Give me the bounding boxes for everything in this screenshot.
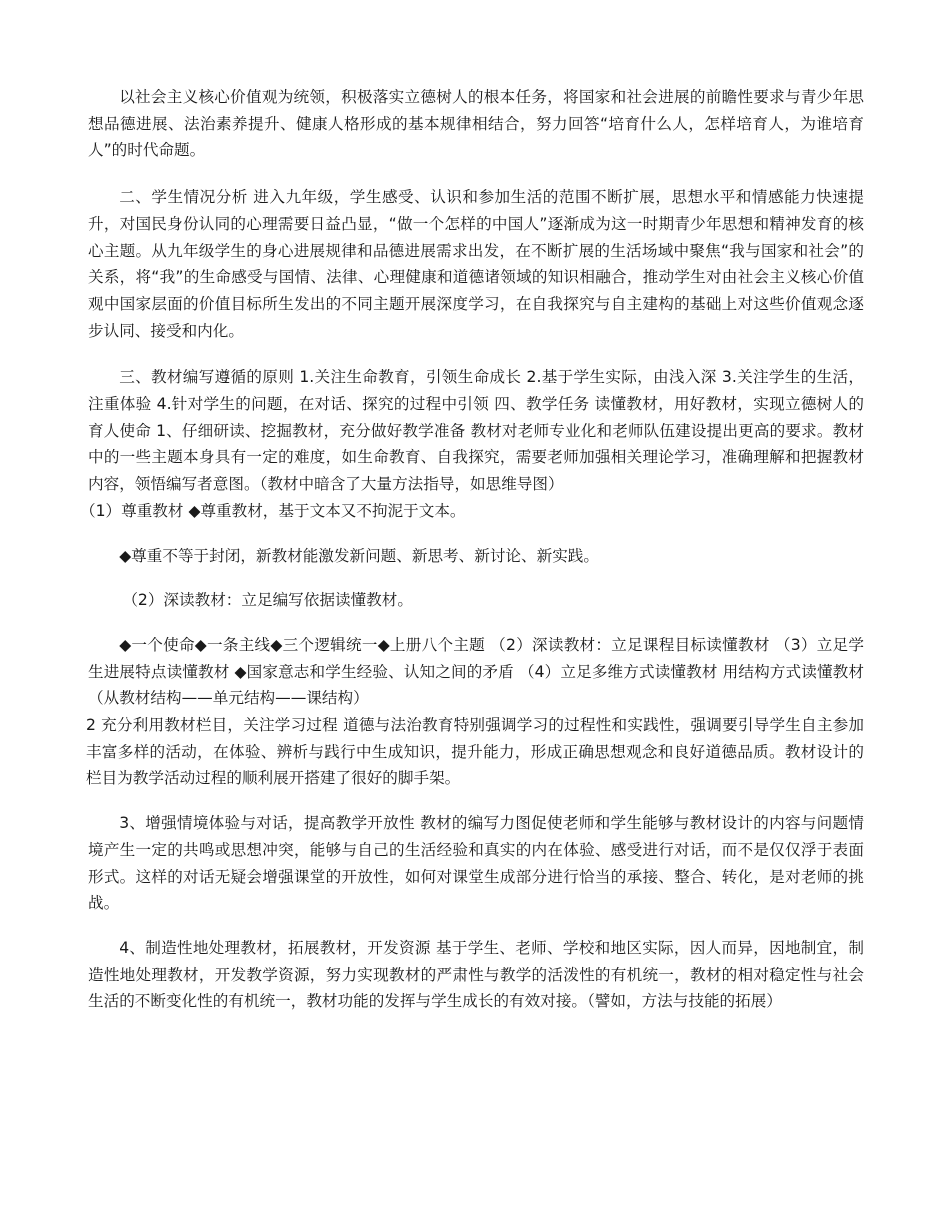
paragraph-principles: 三、教材编写遵循的原则 1.关注生命教育，引领生命成长 2.基于学生实际，由浅入深 3.关注学生的生活，注重体验 4.针对学生的问题，在对话、探究的过程中引领 四、教学任务 读懂教材，用好教材，实现立德树人的育人使命 1、仔细研读、挖掘教材，充分做好教学准备 教材对老师专业化和老师队伍建设提出更高的要求。教材中的一些主题本身具有一定的难度，如生命教育、自我探究，需要老师加强相关理论学习，准确理解和把握教材内容，领悟编写者意图。（教材中暗含了大量方法指导，如思维导图） <box>88 368 864 494</box>
paragraph-intro: 以社会主义核心价值观为统领，积极落实立德树人的根本任务，将国家和社会进展的前瞻性要求与青少年思想品德进展、法治素养提升、健康人格形成的基本规律相结合，努力回答“培育什么人，怎样培育人，为谁培育人”的时代命题。 <box>88 88 864 160</box>
paragraph-respect-not-closed: ◆尊重不等于封闭，新教材能激发新问题、新思考、新讨论、新实践。 <box>119 546 599 565</box>
paragraph-student-analysis: 二、学生情况分析 进入九年级，学生感受、认识和参加生活的范围不断扩展，思想水平和情感能力快速提升，对国民身份认同的心理需要日益凸显，“做一个怎样的中国人”逐渐成为这一时期青少年思想和精神发育的核心主题。从九年级学生的身心进展规律和品德进展需求出发，在不断扩展的生活场域中聚焦“我与国家和社会”的关系，将“我”的生命感受与国情、法律、心理健康和道德诸领域的知识相融合，推动学生对由社会主义核心价值观中国家层面的价值目标所生发出的不同主题开展深度学习，在自我探究与自主建构的基础上对这些价值观念逐步认同、接受和内化。 <box>88 188 864 340</box>
paragraph-columns: 2 充分利用教材栏目，关注学习过程 道德与法治教育特别强调学习的过程性和实践性，强调要引导学生自主参加丰富多样的活动，在体验、辨析与践行中生成知识，提升能力，形成正确思想观念和良好道德品质。教材设计的栏目为教学活动过程的顺利展开搭建了很好的脚手架。 <box>86 716 864 788</box>
paragraph-creative-handling: 4、制造性地处理教材，拓展教材，开发资源 基于学生、老师、学校和地区实际，因人而异，因地制宜，制造性地处理教材，开发教学资源，努力实现教材的严肃性与教学的活泼性的有机统一，教材的相对稳定性与社会生活的不断变化性的有机统一，教材功能的发挥与学生成长的有效对接。（譬如，方法与技能的拓展） <box>88 938 864 1011</box>
paragraph-deep-reading: （2）深读教材：立足编写依据读懂教材。 <box>122 591 413 610</box>
paragraph-one-mission: ◆一个使命◆一条主线◆三个逻辑统一◆上册八个主题 （2）深读教材：立足课程目标读懂教材 （3）立足学生进展特点读懂教材 ◆国家意志和学生经验、认知之间的矛盾 （4）立足多维方式读懂教材 用结构方式读懂教材（从教材结构——单元结构——课结构） <box>88 635 864 708</box>
paragraph-respect-textbook: （1）尊重教材 ◆尊重教材，基于文本又不拘泥于文本。 <box>80 501 466 520</box>
paragraph-situation-dialogue: 3、增强情境体验与对话，提高教学开放性 教材的编写力图促使老师和学生能够与教材设计的内容与问题情境产生一定的共鸣或思想冲突，能够与自己的生活经验和真实的内在体验、感受进行对话，而不是仅仅浮于表面形式。这样的对话无疑会增强课堂的开放性，如何对课堂生成部分进行恰当的承接、整合、转化，是对老师的挑战。 <box>88 814 864 913</box>
